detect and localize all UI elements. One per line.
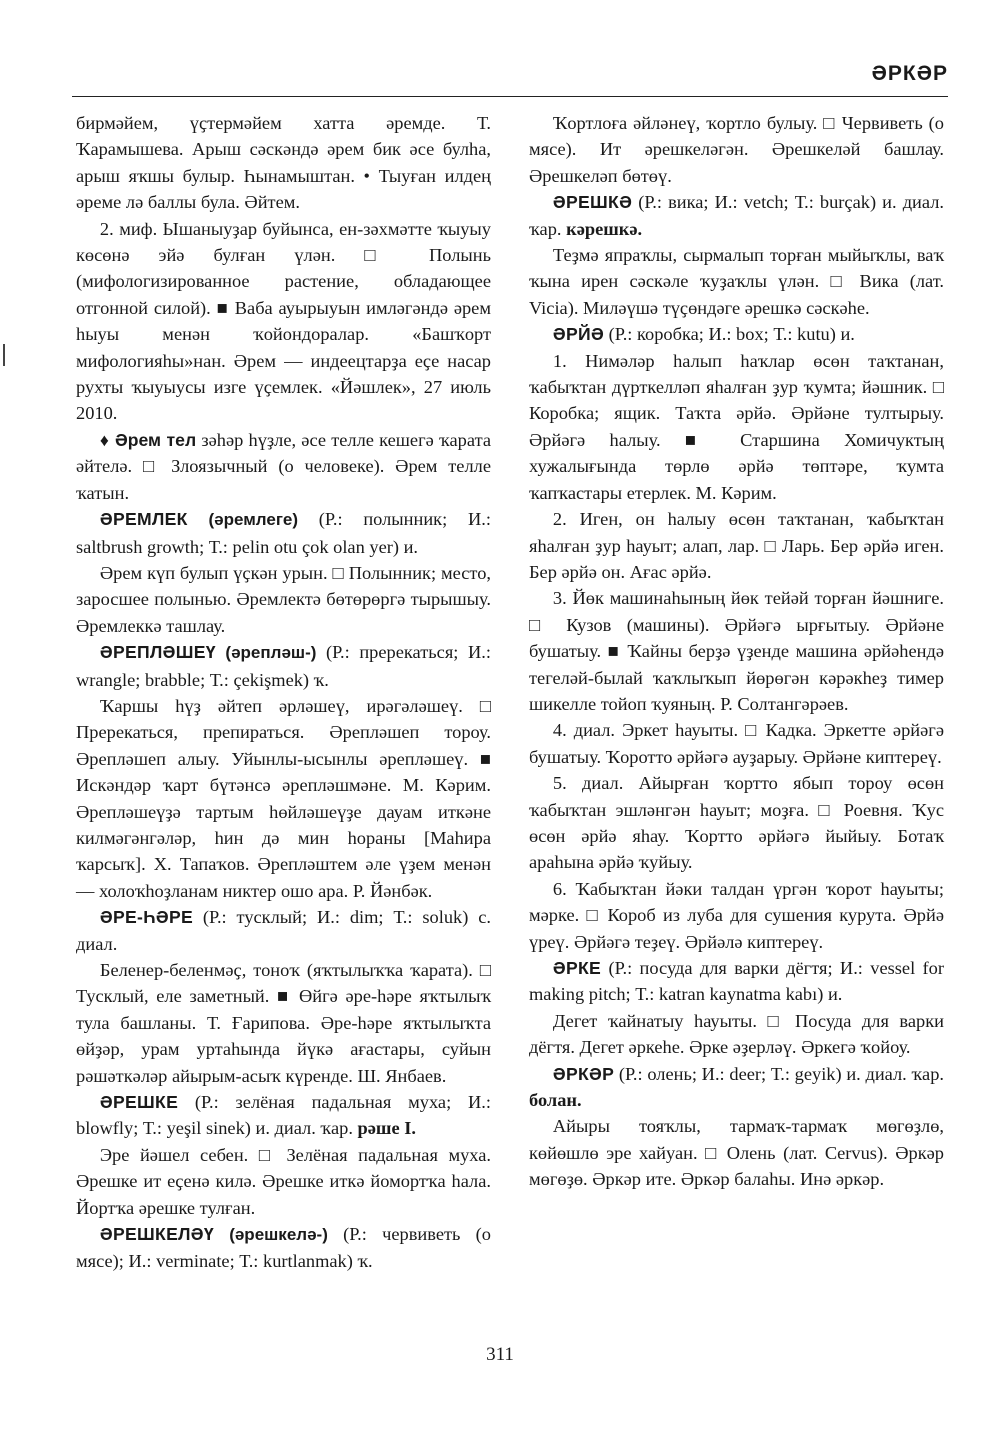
header-rule: [72, 96, 948, 97]
entry-definition: Айыры тояҡлы, тармаҡ-тармаҡ мөгөҙлө, көйөшлө эре хайуан. □ Олень (лат. Cervus). Әркәр мөгөҙө. Әркәр ите. Әркәр балаһы. Инә әркәр.: [529, 1116, 944, 1190]
sense-paragraph: 3. Йөк машинаһының йөк тейәй торған йәшниге. □ Кузов (машины). Әрйәгә ырғытыу. Әрйәне бушатыу. ■ Ҡайны берҙә үҙенде машина әрйәһендә тегеләй-былай ҡаҡлыҡып йөрөгән кәрәкһеҙ тимер шикелле тойоп ҡуяның. Р. Солтангәрәев.: [529, 588, 944, 714]
entry-header: [529, 189, 944, 242]
headword-translations: (Р.: олень; И.: deer; Т.: geyik) и. диал. ҡар.: [614, 1063, 944, 1084]
right-column: [529, 110, 944, 1193]
entry-definition: Әрем күп булып үҫкән урын. □ Полынник; место, заросшее полынью. Әремлектә бөтөрөргә тырышыу. Әремлеккә ташлау.: [76, 562, 491, 636]
headword: ӘРКЕ: [552, 958, 602, 978]
sense-paragraph: 6. Ҡабыҡтан йәки талдан үргән ҡорот һауыты; мәрке. □ Короб из луба для сушения курута. Әрйә үреү. Әрйәгә теҙеү. Әрйәлә киптереү.: [529, 878, 944, 952]
headword: ӘРЕШКЕ: [99, 1092, 179, 1113]
idiom-headword: ♦ Әрем тел: [99, 429, 197, 450]
headword: ӘРЙӘ: [552, 324, 605, 345]
left-column: [76, 110, 491, 1275]
entry-header: [76, 1221, 491, 1275]
headword: ӘРКӘР: [552, 1063, 615, 1084]
sense-paragraph: 2. миф. Ышаныуҙар буйынса, ен-зәхмәтте ҡыуыу көсөнә эйә булған үлән. □ Полынь (мифологизированное растение, обладающее отгонной силой). ■ Ваба ауырыуын имләгәндә әрем һыуы менән ҡойондоралар. «Башҡорт мифологияһы»нан. Әрем — индеецтарҙа еҫе насар рухты ҡыуыусы изге үҫемлек. «Йәшлек», 27 июль 2010.: [76, 218, 491, 424]
running-head: ӘРКӘР: [871, 62, 948, 85]
headword: ӘРЕМЛЕК: [99, 509, 188, 530]
headword-translations: (Р.: посуда для варки дёгтя; И.: vessel for making pitch; Т.: katran kaynatma kabı) и.: [529, 958, 944, 1005]
margin-mark: [3, 344, 5, 366]
entry-header: [76, 904, 491, 957]
headword-translations: (Р.: зелёная падальная муха; И.: blowfly; Т.: yeşil sinek) и. диал. ҡар.: [76, 1092, 491, 1139]
headword-translations: (Р.: червиветь (о мясе); И.: verminate; Т.: kurtlanmak) ҡ.: [76, 1224, 491, 1272]
entry-header: [76, 639, 491, 693]
headword: ӘРЕШКЕЛӘҮ: [99, 1224, 214, 1245]
headword-form: (әрепләш-): [225, 643, 317, 663]
headword-translations: (Р.: полынник; И.: saltbrush growth; Т.: pelin otu çok olan yer) и.: [76, 509, 491, 557]
sense-paragraph: 5. диал. Айырған ҡортто ябып тороу өсөн ҡабыҡтан эшләнгән һауыт; моҙға. □ Роевня. Ҡус өсөн әрйә яһау. Ҡортто әрйәгә йыйыу. Ботаҡ араһына әрйә ҡуйыу.: [529, 773, 944, 873]
cross-reference: рәше I.: [357, 1118, 416, 1139]
cross-reference: кәрешкә.: [566, 218, 643, 239]
entry-continuation: бирмәйем, үҫтермәйем хатта әремде. Т. Ҡарамышева. Арыш сәскәндә әрем бик әсе булһа, арыш яҡшы булыр. Һынамыштан. • Тыуған илдең әреме лә баллы була. Әйтем.: [76, 113, 491, 213]
entry-definition: Ҡаршы һүҙ әйтеп әрләшеү, ирәгәләшеү. □ Пререкаться, препираться. Әрепләшеп тороу. Әрепләшеп алыу. Уйынлы-ысынлы әрепләшеү. ■ Искәндәр ҡарт бүтәнсә әрепләшмәне. М. Кәрим. Әрепләшеүҙә тартым һөйләшеүҙе дауам иткәне килмәгәнгәләр, һин дә мин һораны [Маһира ҡарсыҡ]. Х. Тапаҡов. Әрепләштем әле үҙем менән — холоҡһоҙланам никтер ошо ара. Р. Йәнбәк.: [76, 695, 491, 901]
entry-definition: Беленер-беленмәҫ, тоноҡ (яҡтылыҡҡа ҡарата). □ Тусклый, еле заметный. ■ Өйгә әре-һәре яҡтылыҡ тула башланы. Т. Ғарипова. Әре-һәре яҡтылыҡта өйҙәр, урам уртаһында йүкә ағастары, суйын рәшәткәләр айырым-асыҡ күренде. Ш. Янбаев.: [76, 960, 491, 1086]
entry-header: [76, 1089, 491, 1142]
headword-translations: (Р.: коробка; И.: box; Т.: kutu) и.: [604, 324, 855, 345]
cross-reference: болан.: [529, 1090, 582, 1111]
headword-translations: (Р.: тусклый; И.: dim; Т.: soluk) с. диал.: [76, 907, 491, 954]
headword: ӘРЕПЛӘШЕҮ: [99, 642, 216, 663]
entry-header: [529, 321, 944, 347]
entry-definition: Эре йәшел себен. □ Зелёная падальная муха. Әрешке ит еҫенә килә. Әрешке иткә йомортҡа һала. Йортҡа әрешке тулған.: [76, 1144, 491, 1218]
entry-header: [76, 506, 491, 560]
idiom-entry: [76, 427, 491, 506]
sense-paragraph: 2. Иген, он һалыу өсөн таҡтанан, ҡабыҡтан яһалған ҙур һауыт; алап, лар. □ Ларь. Бер әрйә иген. Бер әрйә он. Ағас әрйә.: [529, 509, 944, 582]
headword-form: (әрешкелә-): [229, 1225, 328, 1245]
entry-definition: Теҙмә япраҡлы, сырмалып торған мыйыҡлы, ваҡ ҡына ирен сәскәле ҡуҙаҡлы үлән. □ Вика (лат. Vicia). Миләүшә түҫөндәге әрешкә сәскәһе.: [529, 245, 944, 318]
page-number: 311: [486, 1344, 514, 1365]
headword-translations: (Р.: пререкаться; И.: wrangle; brabble; Т.: çekişmek) ҡ.: [76, 642, 491, 690]
sense-paragraph: 4. диал. Эркет һауыты. □ Кадка. Эркетте әрйәгә бушатыу. Ҡоротто әрйәгә ауҙарыу. Әрйәне киптереү.: [529, 720, 944, 767]
entry-header: [529, 955, 944, 1008]
idiom-definition: зәһәр һүҙле, әсе телле кешегә ҡарата әйтелә. □ Злоязычный (о человеке). Әрем телле ҡатын.: [76, 429, 491, 503]
headword: ӘРЕ-ҺӘРЕ: [99, 907, 194, 928]
headword: ӘРЕШКӘ: [552, 192, 633, 213]
entry-header: [529, 1061, 944, 1114]
headword-form: (әремлеге): [208, 510, 299, 530]
sense-paragraph: 1. Нимәләр һалып һаҡлар өсөн таҡтанан, ҡабыҡтан дүрткелләп яһалған ҙур ҡумта; йәшник. □ Коробка; ящик. Таҡта әрйә. Әрйәне тултырыу. Әрйәгә һалыу. ■ Старшина Хомичуктың хужалығында төрлө әрйә төптәре, ҡумта ҡапҡастары етерлек. М. Кәрим.: [529, 350, 944, 503]
entry-definition: Ҡортлоға әйләнеү, ҡортло булыу. □ Червиветь (о мясе). Ит әрешкеләгән. Әрешкеләй башлау. Әрешкеләп бөтөү.: [529, 113, 944, 186]
headword-translations: (Р.: вика; И.: vetch; Т.: burçak) и. диал. ҡар.: [529, 192, 944, 239]
entry-definition: Дегет ҡайнатыу һауыты. □ Посуда для варки дёгтя. Дегет әркеһе. Әрке әҙерләү. Әркегә ҡойоу.: [529, 1010, 944, 1058]
